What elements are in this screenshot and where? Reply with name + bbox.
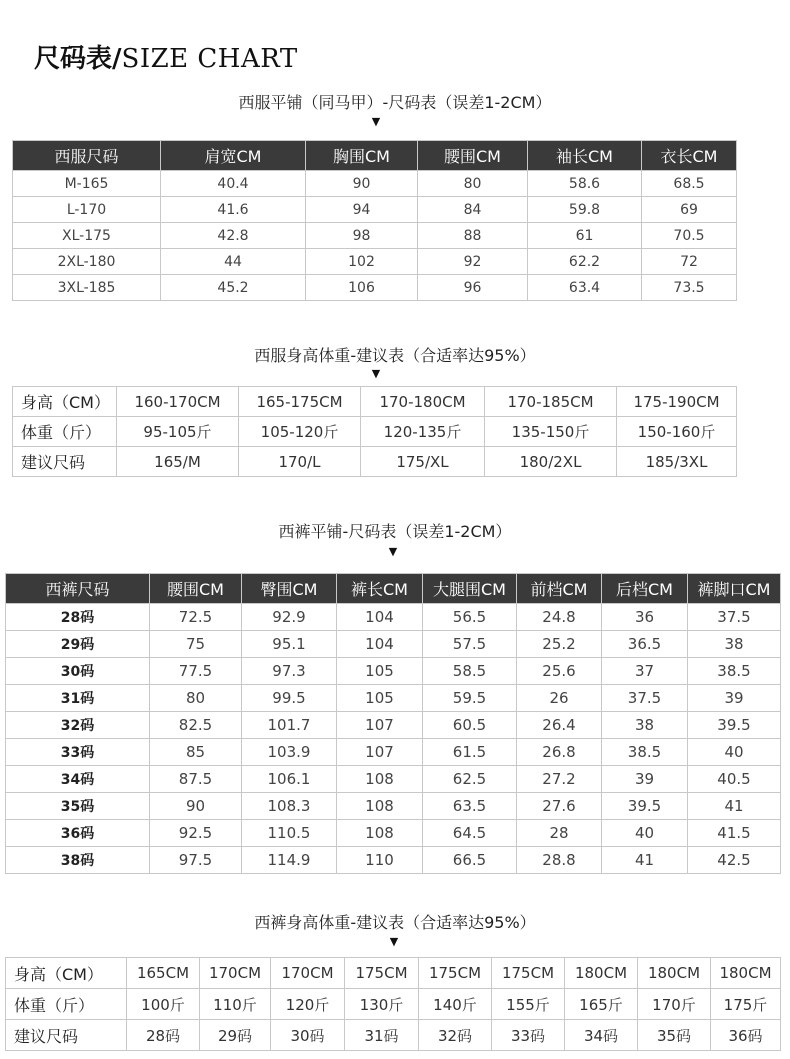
table-cell: 108 — [337, 793, 423, 820]
table-cell: 37 — [602, 658, 688, 685]
table-row — [6, 958, 781, 989]
table-cell: 106 — [306, 275, 418, 301]
table-cell: 41 — [602, 847, 688, 874]
table-cell: 165斤 — [565, 989, 638, 1020]
table-cell: 170-185CM — [485, 387, 617, 417]
table-cell: 60.5 — [423, 712, 517, 739]
table-cell: 104 — [337, 631, 423, 658]
table-cell: 27.2 — [517, 766, 602, 793]
table-cell: 95-105斤 — [117, 417, 239, 447]
table-row — [13, 249, 737, 275]
table-cell: 99.5 — [242, 685, 337, 712]
down-arrow-icon: ▼ — [388, 545, 398, 558]
table-cell: 98 — [306, 223, 418, 249]
table-row — [6, 712, 781, 739]
row-label-cell: 身高（CM） — [6, 958, 127, 989]
table-cell: 66.5 — [423, 847, 517, 874]
table-row — [6, 793, 781, 820]
table-cell: 40 — [688, 739, 781, 766]
table-cell: 33码 — [492, 1020, 565, 1051]
table-cell: 58.5 — [423, 658, 517, 685]
table-cell: 28.8 — [517, 847, 602, 874]
table-cell: 180CM — [638, 958, 711, 989]
row-label-cell: 建议尺码 — [13, 447, 117, 477]
pants-flat-header-cell: 大腿围CM — [423, 574, 517, 604]
suit-fit-caption: 西服身高体重-建议表（合适率达95%） — [254, 346, 536, 365]
row-label-cell: 建议尺码 — [6, 1020, 127, 1051]
table-cell: 120斤 — [271, 989, 345, 1020]
page-title-separator: / — [112, 44, 122, 74]
table-row — [6, 820, 781, 847]
table-cell: 165-175CM — [239, 387, 361, 417]
table-cell: 70.5 — [642, 223, 737, 249]
suit-flat-table — [12, 140, 737, 301]
table-cell: 39 — [602, 766, 688, 793]
table-cell: 180CM — [711, 958, 781, 989]
row-label-cell: 35码 — [6, 793, 150, 820]
table-cell: 62.2 — [528, 249, 642, 275]
table-cell: 92.5 — [150, 820, 242, 847]
table-row — [13, 171, 737, 197]
table-cell: 97.3 — [242, 658, 337, 685]
table-cell: 64.5 — [423, 820, 517, 847]
table-cell: 150-160斤 — [617, 417, 737, 447]
row-label-cell: 36码 — [6, 820, 150, 847]
table-cell: 97.5 — [150, 847, 242, 874]
row-label-cell: 34码 — [6, 766, 150, 793]
table-row — [6, 604, 781, 631]
pants-flat-table — [5, 573, 781, 874]
page-title-en: SIZE CHART — [121, 44, 298, 74]
table-cell: 175CM — [419, 958, 492, 989]
table-cell: 40 — [602, 820, 688, 847]
table-cell: 34码 — [565, 1020, 638, 1051]
table-cell: 61 — [528, 223, 642, 249]
row-label-cell: 28码 — [6, 604, 150, 631]
row-label-cell: 身高（CM） — [13, 387, 117, 417]
table-cell: 41.5 — [688, 820, 781, 847]
table-cell: 38 — [602, 712, 688, 739]
table-cell: 110 — [337, 847, 423, 874]
table-cell: 175CM — [345, 958, 419, 989]
table-row — [13, 197, 737, 223]
row-label-cell: 29码 — [6, 631, 150, 658]
table-cell: 28 — [517, 820, 602, 847]
pants-flat-header-cell: 臀围CM — [242, 574, 337, 604]
table-cell: 135-150斤 — [485, 417, 617, 447]
table-cell: 40.5 — [688, 766, 781, 793]
pants-flat-header-cell: 西裤尺码 — [6, 574, 150, 604]
table-cell: XL-175 — [13, 223, 161, 249]
pants-fit-table — [5, 957, 781, 1051]
pants-fit-caption: 西裤身高体重-建议表（合适率达95%） — [254, 913, 536, 932]
table-cell: 104 — [337, 604, 423, 631]
down-arrow-icon: ▼ — [389, 935, 399, 948]
page-title-zh: 尺码表 — [34, 44, 113, 74]
table-cell: 39.5 — [688, 712, 781, 739]
table-cell: 26.4 — [517, 712, 602, 739]
table-cell: 90 — [150, 793, 242, 820]
table-cell: 59.8 — [528, 197, 642, 223]
table-cell: 40.4 — [161, 171, 306, 197]
table-cell: 175CM — [492, 958, 565, 989]
table-cell: 63.4 — [528, 275, 642, 301]
table-cell: 155斤 — [492, 989, 565, 1020]
table-cell: 28码 — [127, 1020, 200, 1051]
table-cell: 87.5 — [150, 766, 242, 793]
table-cell: 41 — [688, 793, 781, 820]
table-cell: 103.9 — [242, 739, 337, 766]
pants-flat-header-cell: 前档CM — [517, 574, 602, 604]
table-cell: 26 — [517, 685, 602, 712]
suit-flat-header-cell: 衣长CM — [642, 141, 737, 171]
page-title — [34, 38, 298, 75]
table-cell: 114.9 — [242, 847, 337, 874]
table-row — [6, 989, 781, 1020]
table-cell: 2XL-180 — [13, 249, 161, 275]
pants-flat-header-cell: 裤长CM — [337, 574, 423, 604]
table-row — [13, 387, 737, 417]
suit-flat-header-cell: 肩宽CM — [161, 141, 306, 171]
row-label-cell: 体重（斤） — [13, 417, 117, 447]
table-row — [13, 275, 737, 301]
suit-fit-table — [12, 386, 737, 477]
table-cell: 170/L — [239, 447, 361, 477]
table-cell: 80 — [150, 685, 242, 712]
table-cell: 105 — [337, 658, 423, 685]
pants-flat-header-cell: 腰围CM — [150, 574, 242, 604]
suit-flat-header-cell: 袖长CM — [528, 141, 642, 171]
table-cell: 96 — [418, 275, 528, 301]
table-cell: 68.5 — [642, 171, 737, 197]
table-cell: 180CM — [565, 958, 638, 989]
table-cell: 27.6 — [517, 793, 602, 820]
row-label-cell: 体重（斤） — [6, 989, 127, 1020]
table-cell: 38.5 — [602, 739, 688, 766]
down-arrow-icon: ▼ — [371, 367, 381, 380]
table-cell: 95.1 — [242, 631, 337, 658]
table-cell: 84 — [418, 197, 528, 223]
table-cell: 101.7 — [242, 712, 337, 739]
table-cell: 58.6 — [528, 171, 642, 197]
table-cell: 39.5 — [602, 793, 688, 820]
table-cell: 170CM — [271, 958, 345, 989]
row-label-cell: 31码 — [6, 685, 150, 712]
table-cell: 72 — [642, 249, 737, 275]
table-cell: 85 — [150, 739, 242, 766]
table-cell: 24.8 — [517, 604, 602, 631]
table-cell: 106.1 — [242, 766, 337, 793]
table-cell: 82.5 — [150, 712, 242, 739]
table-cell: 175斤 — [711, 989, 781, 1020]
table-cell: 35码 — [638, 1020, 711, 1051]
table-cell: 105-120斤 — [239, 417, 361, 447]
table-cell: 73.5 — [642, 275, 737, 301]
table-cell: 32码 — [419, 1020, 492, 1051]
table-cell: 77.5 — [150, 658, 242, 685]
table-row — [6, 685, 781, 712]
table-cell: 3XL-185 — [13, 275, 161, 301]
table-cell: 37.5 — [688, 604, 781, 631]
table-cell: 44 — [161, 249, 306, 275]
suit-flat-caption: 西服平铺（同马甲）-尺码表（误差1-2CM） — [238, 93, 552, 112]
table-cell: 92.9 — [242, 604, 337, 631]
table-cell: 165CM — [127, 958, 200, 989]
table-cell: 170斤 — [638, 989, 711, 1020]
table-cell: 56.5 — [423, 604, 517, 631]
table-row — [6, 631, 781, 658]
table-cell: 107 — [337, 712, 423, 739]
table-cell: 63.5 — [423, 793, 517, 820]
table-row — [13, 417, 737, 447]
pants-flat-header-cell: 后档CM — [602, 574, 688, 604]
table-cell: 102 — [306, 249, 418, 275]
table-cell: 130斤 — [345, 989, 419, 1020]
down-arrow-icon: ▼ — [371, 115, 381, 128]
table-cell: 25.6 — [517, 658, 602, 685]
table-cell: 92 — [418, 249, 528, 275]
table-cell: 25.2 — [517, 631, 602, 658]
table-cell: 42.8 — [161, 223, 306, 249]
table-cell: 42.5 — [688, 847, 781, 874]
pants-flat-caption: 西裤平铺-尺码表（误差1-2CM） — [278, 522, 512, 541]
table-cell: 80 — [418, 171, 528, 197]
table-cell: 38 — [688, 631, 781, 658]
suit-flat-header-cell: 胸围CM — [306, 141, 418, 171]
suit-flat-header-row — [13, 141, 737, 171]
pants-flat-header-cell: 裤脚口CM — [688, 574, 781, 604]
table-cell: M-165 — [13, 171, 161, 197]
table-cell: 31码 — [345, 1020, 419, 1051]
table-cell: 29码 — [200, 1020, 271, 1051]
table-cell: 36.5 — [602, 631, 688, 658]
pants-flat-header-row — [6, 574, 781, 604]
suit-flat-header-cell: 西服尺码 — [13, 141, 161, 171]
table-cell: 94 — [306, 197, 418, 223]
table-cell: 110斤 — [200, 989, 271, 1020]
table-cell: L-170 — [13, 197, 161, 223]
table-cell: 110.5 — [242, 820, 337, 847]
table-cell: 185/3XL — [617, 447, 737, 477]
table-cell: 41.6 — [161, 197, 306, 223]
table-cell: 120-135斤 — [361, 417, 485, 447]
table-cell: 62.5 — [423, 766, 517, 793]
table-cell: 26.8 — [517, 739, 602, 766]
table-row — [6, 766, 781, 793]
table-row — [6, 1020, 781, 1051]
table-cell: 105 — [337, 685, 423, 712]
row-label-cell: 30码 — [6, 658, 150, 685]
table-cell: 107 — [337, 739, 423, 766]
table-cell: 69 — [642, 197, 737, 223]
table-row — [6, 739, 781, 766]
table-cell: 175/XL — [361, 447, 485, 477]
table-cell: 36 — [602, 604, 688, 631]
table-cell: 108.3 — [242, 793, 337, 820]
row-label-cell: 33码 — [6, 739, 150, 766]
table-cell: 140斤 — [419, 989, 492, 1020]
table-cell: 36码 — [711, 1020, 781, 1051]
table-row — [6, 847, 781, 874]
table-cell: 170-180CM — [361, 387, 485, 417]
table-cell: 72.5 — [150, 604, 242, 631]
table-cell: 160-170CM — [117, 387, 239, 417]
table-cell: 39 — [688, 685, 781, 712]
table-cell: 108 — [337, 766, 423, 793]
table-row — [6, 658, 781, 685]
table-cell: 59.5 — [423, 685, 517, 712]
table-cell: 88 — [418, 223, 528, 249]
table-cell: 175-190CM — [617, 387, 737, 417]
table-cell: 108 — [337, 820, 423, 847]
table-cell: 180/2XL — [485, 447, 617, 477]
table-cell: 61.5 — [423, 739, 517, 766]
table-cell: 30码 — [271, 1020, 345, 1051]
table-cell: 45.2 — [161, 275, 306, 301]
table-row — [13, 223, 737, 249]
table-cell: 165/M — [117, 447, 239, 477]
table-cell: 57.5 — [423, 631, 517, 658]
table-cell: 37.5 — [602, 685, 688, 712]
table-cell: 170CM — [200, 958, 271, 989]
table-row — [13, 447, 737, 477]
row-label-cell: 38码 — [6, 847, 150, 874]
suit-flat-header-cell: 腰围CM — [418, 141, 528, 171]
row-label-cell: 32码 — [6, 712, 150, 739]
table-cell: 38.5 — [688, 658, 781, 685]
table-cell: 90 — [306, 171, 418, 197]
table-cell: 100斤 — [127, 989, 200, 1020]
table-cell: 75 — [150, 631, 242, 658]
